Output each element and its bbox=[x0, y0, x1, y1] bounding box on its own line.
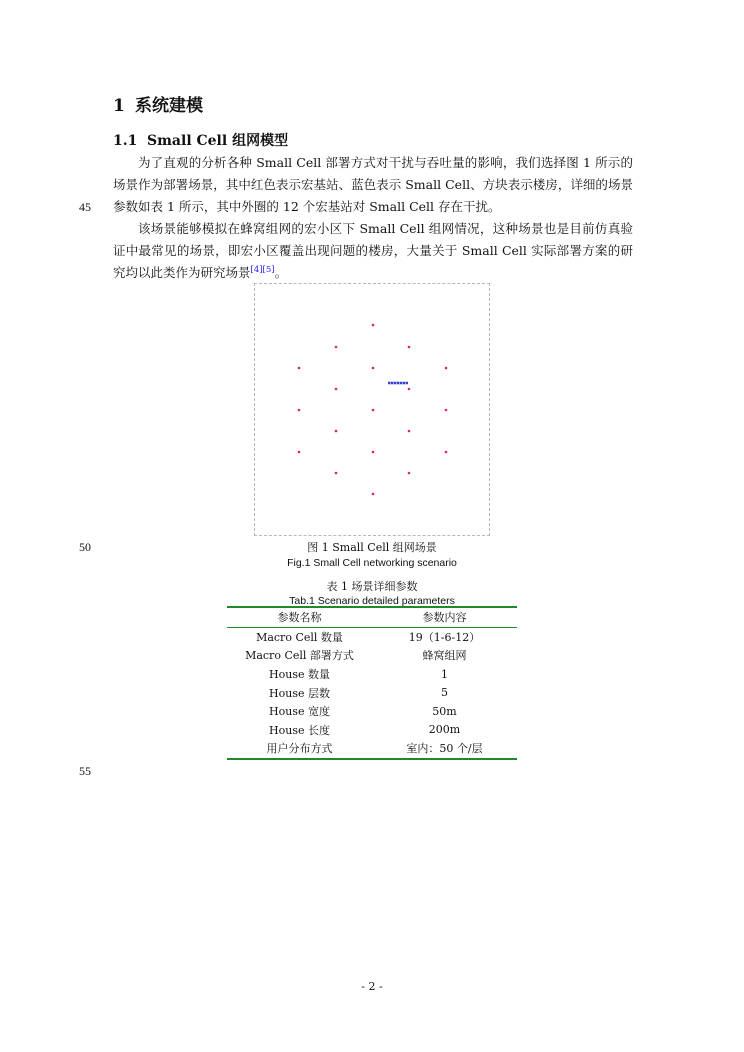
table-cell: 5 bbox=[441, 686, 448, 700]
table-cell: Macro Cell 部署方式 bbox=[245, 649, 354, 663]
paragraph-2-text: 该场景能够模拟在蜂窝组网的宏小区下 Small Cell 组网情况，这种场景也是目前仿真验证中最常见的场景，即宏小区覆盖出现问题的楼房，大量关于 Small Cell 实际部署方案的研究均以此类作为研究场景 bbox=[113, 221, 633, 280]
table-cell: 1 bbox=[441, 667, 448, 681]
macro-site-marker bbox=[298, 451, 301, 454]
table-row bbox=[227, 739, 517, 759]
macro-site-marker bbox=[445, 451, 448, 454]
table-header-row bbox=[227, 607, 517, 627]
macro-site-marker bbox=[408, 430, 411, 433]
section-heading bbox=[113, 91, 203, 116]
macro-site-marker bbox=[372, 409, 375, 412]
macro-site-marker bbox=[372, 493, 375, 496]
table-cell: 50m bbox=[432, 704, 457, 718]
line-number-55: 55 bbox=[79, 764, 91, 778]
table-cell: 200m bbox=[428, 723, 461, 737]
table-row bbox=[227, 665, 517, 684]
table-caption-cn: 表 1 场景详细参数 bbox=[326, 580, 418, 593]
table-cell: 19（1-6-12） bbox=[408, 630, 481, 644]
macro-site-marker bbox=[445, 367, 448, 370]
macro-site-marker bbox=[372, 324, 375, 327]
macro-site-marker bbox=[335, 346, 338, 349]
line-number-50: 50 bbox=[79, 540, 91, 554]
table-row bbox=[227, 702, 517, 721]
macro-site-marker bbox=[335, 472, 338, 475]
small-cell-house bbox=[388, 382, 408, 385]
scenario-plot bbox=[255, 284, 489, 535]
table-cell: Macro Cell 数量 bbox=[256, 630, 343, 644]
citation-link[interactable]: [4][5] bbox=[250, 264, 275, 275]
macro-site-marker bbox=[445, 409, 448, 412]
table-cell: House 宽度 bbox=[269, 705, 330, 719]
subsection-number: 1.1 bbox=[113, 133, 138, 149]
table-cell: House 层数 bbox=[269, 686, 330, 700]
paragraph-2 bbox=[113, 218, 633, 284]
paragraph-2-end: 。 bbox=[274, 265, 288, 280]
column-header: 参数内容 bbox=[422, 611, 467, 625]
line-number-45: 45 bbox=[79, 200, 91, 214]
parameters-table-wrapper bbox=[227, 606, 517, 760]
table-cell: 室内：50 个/层 bbox=[406, 742, 483, 756]
macro-site-marker bbox=[408, 346, 411, 349]
parameters-table bbox=[227, 606, 517, 760]
page-number: - 2 - bbox=[361, 980, 383, 993]
table-cell: 用户分布方式 bbox=[266, 742, 333, 756]
table-cell: House 长度 bbox=[269, 723, 330, 737]
section-number: 1 bbox=[113, 96, 125, 116]
scenario-figure bbox=[254, 283, 490, 536]
table-caption-en: Tab.1 Scenario detailed parameters bbox=[289, 595, 455, 607]
macro-site-marker bbox=[298, 367, 301, 370]
paragraph-1: 为了直观的分析各种 Small Cell 部署方式对干扰与吞吐量的影响，我们选择图 1 所示的场景作为部署场景，其中红色表示宏基站、蓝色表示 Small Cell、方块表示楼房，详细的场景参数如表 1 所示，其中外圈的 12 个宏基站对 Small Cell 存在干扰。 bbox=[113, 155, 633, 214]
macro-site-marker bbox=[298, 409, 301, 412]
macro-sites bbox=[298, 324, 448, 496]
table-row bbox=[227, 721, 517, 740]
subsection-heading bbox=[113, 130, 288, 150]
table-row bbox=[227, 627, 517, 646]
macro-site-marker bbox=[372, 367, 375, 370]
table-cell: 蜂窝组网 bbox=[422, 649, 467, 663]
macro-site-marker bbox=[335, 388, 338, 391]
macro-site-marker bbox=[372, 451, 375, 454]
macro-site-marker bbox=[408, 388, 411, 391]
figure-caption-en: Fig.1 Small Cell networking scenario bbox=[287, 557, 457, 569]
table-row bbox=[227, 683, 517, 702]
section-title: 系统建模 bbox=[135, 96, 203, 116]
column-header: 参数名称 bbox=[277, 611, 322, 625]
subsection-title: Small Cell 组网模型 bbox=[147, 133, 289, 149]
table-row bbox=[227, 646, 517, 665]
macro-site-marker bbox=[408, 472, 411, 475]
figure-caption-cn: 图 1 Small Cell 组网场景 bbox=[307, 541, 437, 554]
table-cell: House 数量 bbox=[269, 668, 330, 682]
macro-site-marker bbox=[335, 430, 338, 433]
